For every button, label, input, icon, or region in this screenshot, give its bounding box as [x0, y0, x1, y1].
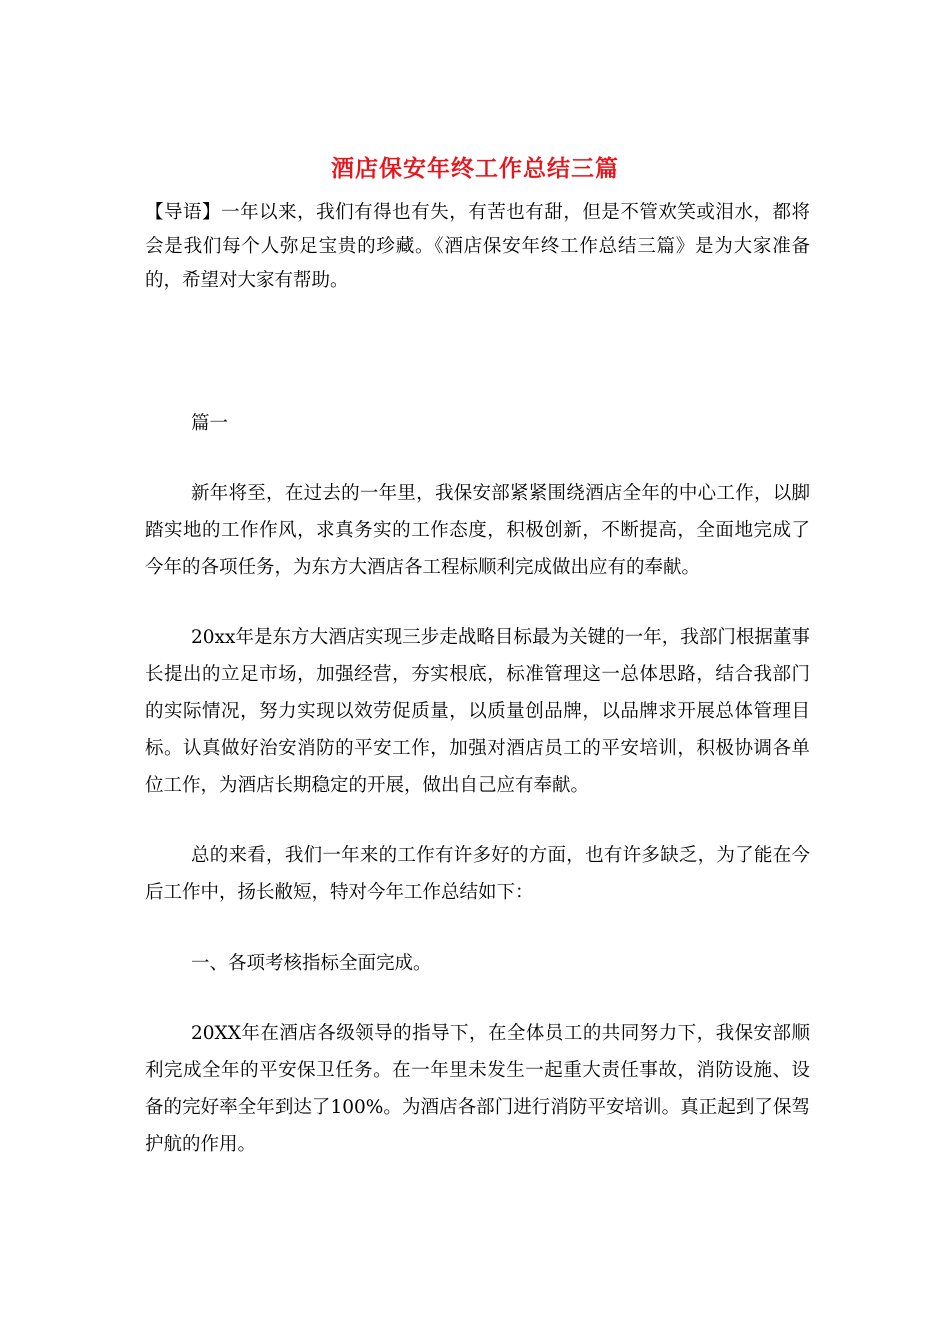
body-paragraph: 总的来看，我们一年来的工作有许多好的方面，也有许多缺乏，为了能在今后工作中，扬长敝短，特对今年工作总结如下： [145, 845, 810, 903]
body-paragraph: 20XX年在酒店各级领导的指导下，在全体员工的共同努力下，我保安部顺利完成全年的平安保卫任务。在一年里未发生一起重大责任事故，消防设施、设备的完好率全年到达了100%。为酒店各部门进行消防平安培训。真正起到了保驾护航的作用。 [145, 1023, 810, 1155]
section-heading: 篇一 [191, 413, 229, 434]
body-paragraph: 新年将至，在过去的一年里，我保安部紧紧围绕酒店全年的中心工作，以脚踏实地的工作作风，求真务实的工作态度，积极创新，不断提高，全面地完成了今年的各项任务，为东方大酒店各工程标顺利完成做出应有的奉献。 [145, 483, 810, 578]
subsection-heading: 一、各项考核指标全面完成。 [191, 953, 432, 974]
intro-paragraph: 【导语】一年以来，我们有得也有失，有苦也有甜，但是不管欢笑或泪水，都将会是我们每个人弥足宝贵的珍藏。《酒店保安年终工作总结三篇》是为大家准备的，希望对大家有帮助。 [145, 202, 810, 291]
document-title: 酒店保安年终工作总结三篇 [331, 155, 619, 182]
body-paragraph: 20xx年是东方大酒店实现三步走战略目标最为关键的一年，我部门根据董事长提出的立足市场，加强经营，夯实根底，标准管理这一总体思路，结合我部门的实际情况，努力实现以效劳促质量，以质量创品牌，以品牌求开展总体管理目标。认真做好治安消防的平安工作，加强对酒店员工的平安培训，积极协调各单位工作，为酒店长期稳定的开展，做出自己应有奉献。 [145, 627, 810, 796]
